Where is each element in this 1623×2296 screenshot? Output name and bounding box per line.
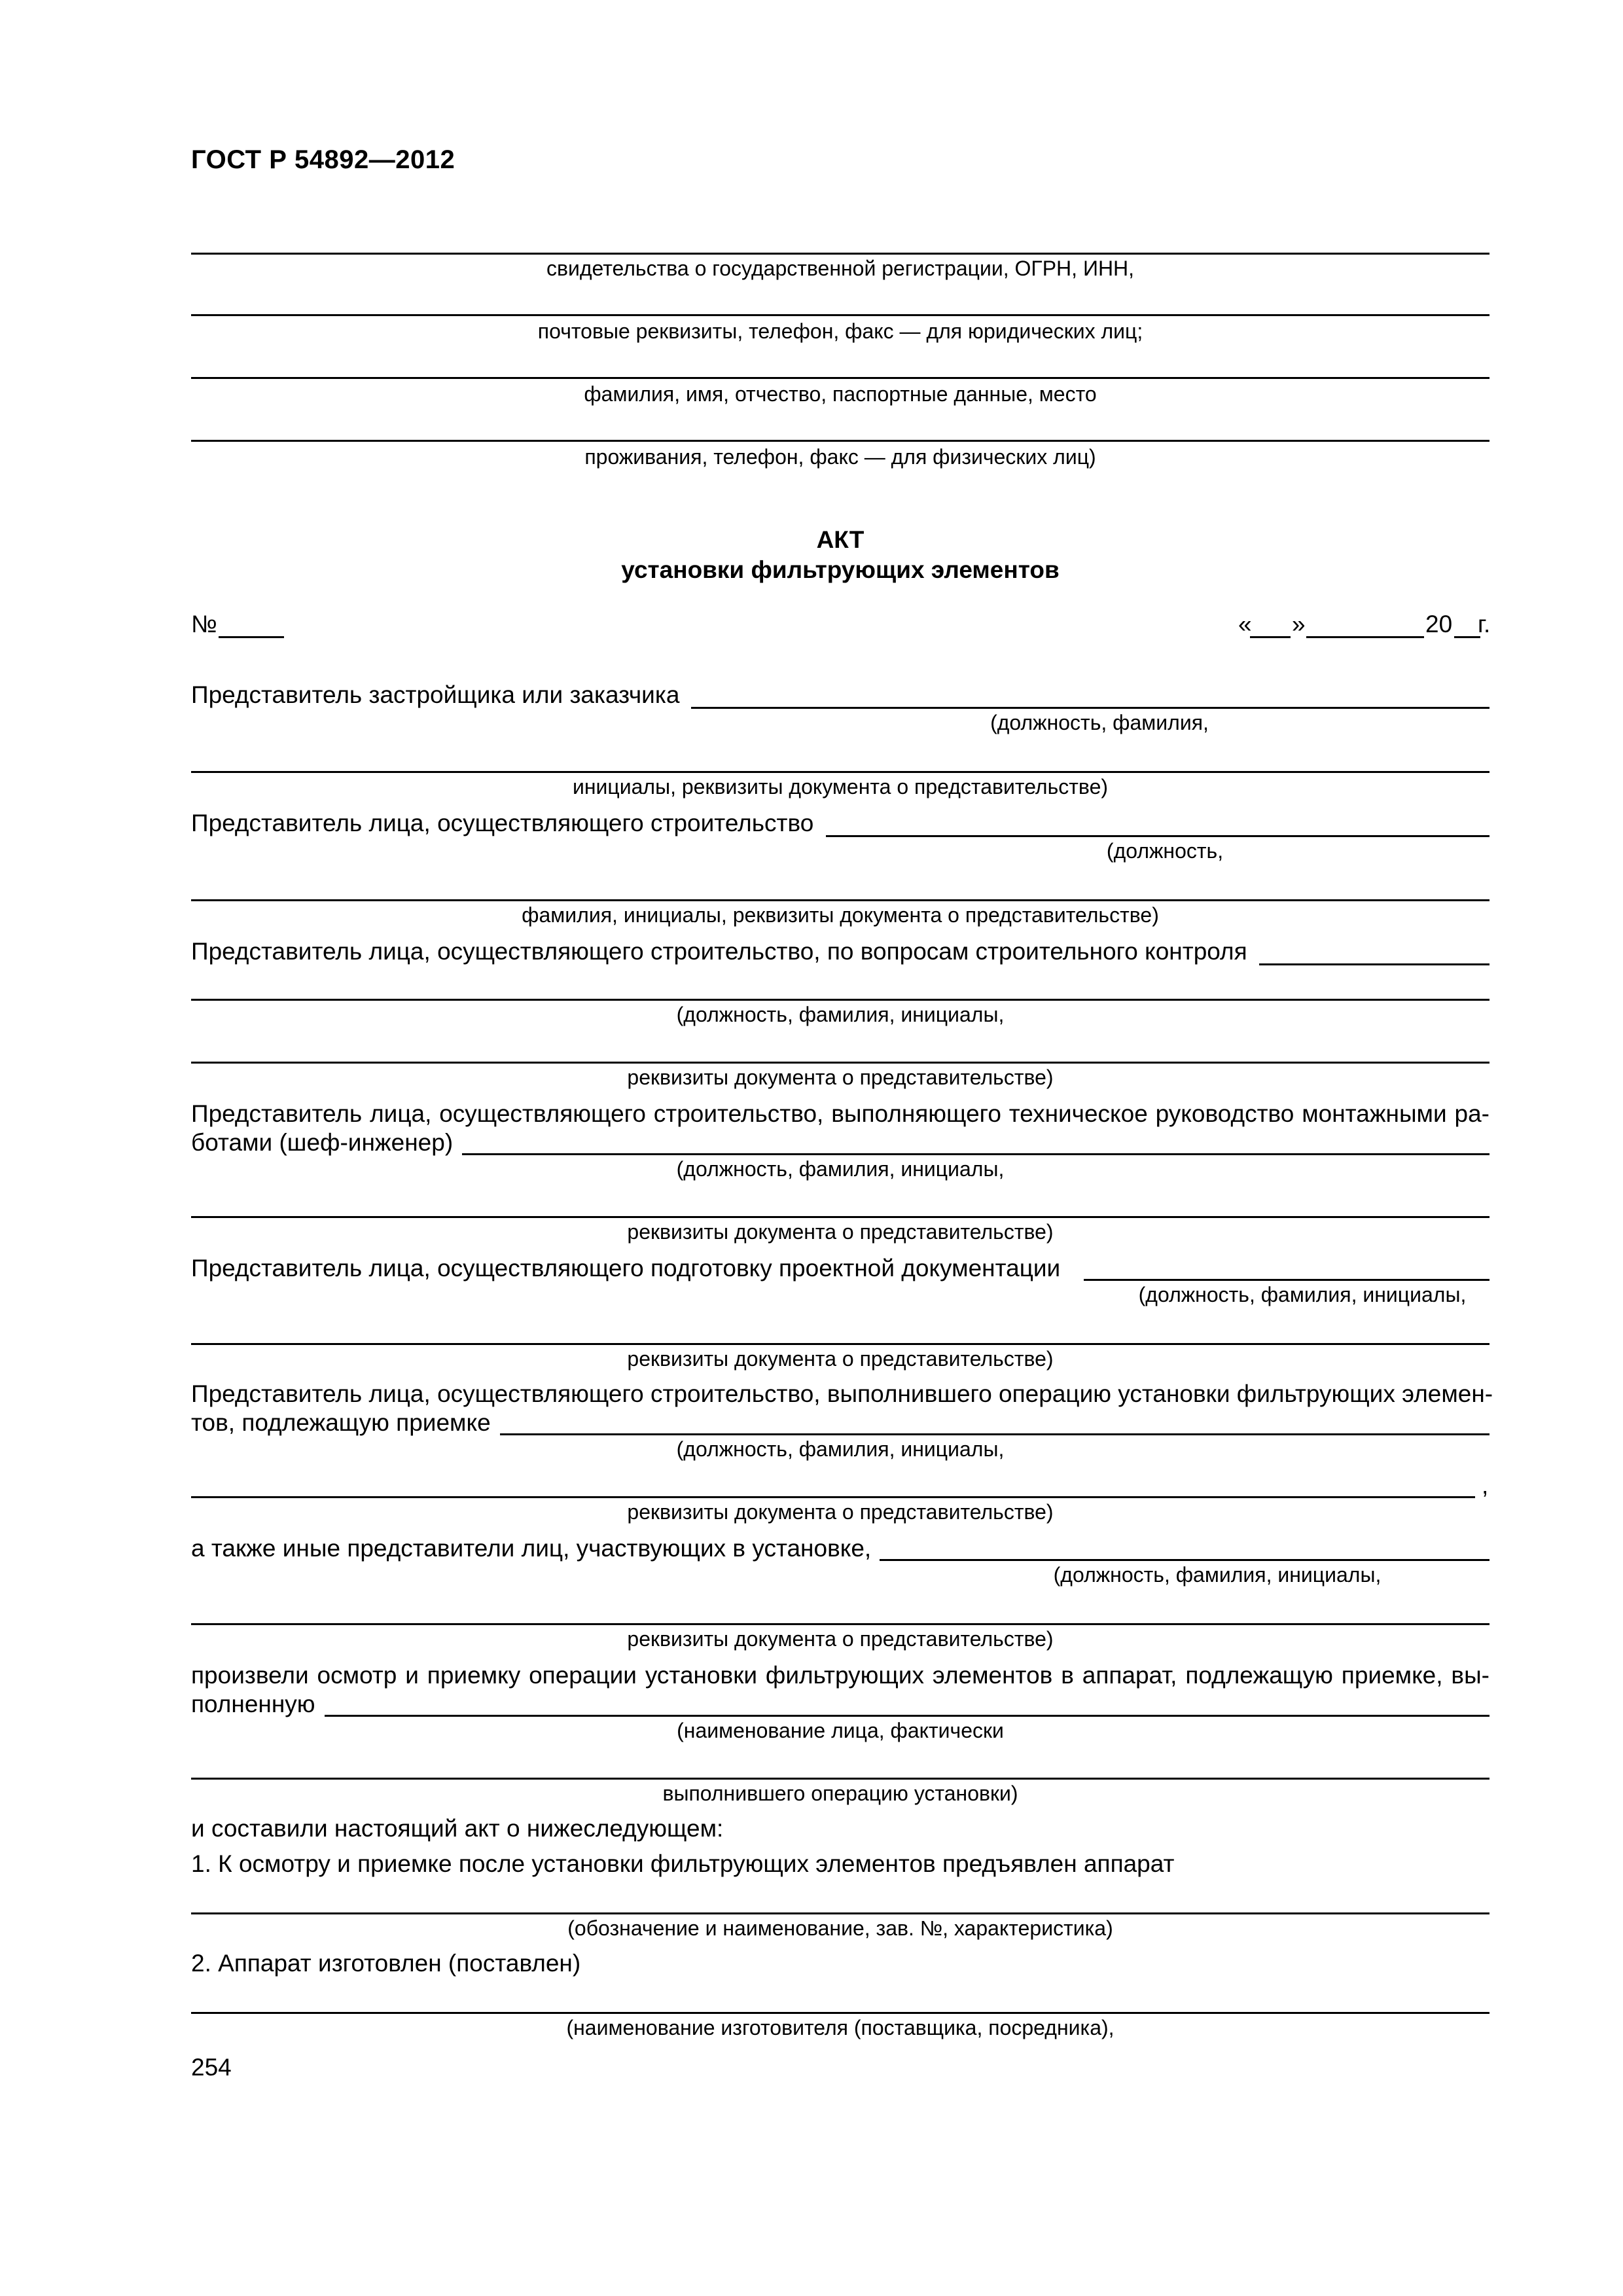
blank-line[interactable] [191, 771, 1489, 773]
act-subtitle: установки фильтрующих элементов [621, 556, 1060, 583]
page-number: 254 [191, 2054, 232, 2081]
date-year-prefix: 20 [1425, 611, 1453, 637]
caption: свидетельства о государственной регистрации, ОГРН, ИНН, [546, 257, 1135, 280]
date-month-line[interactable] [1306, 636, 1424, 638]
blank-line[interactable] [191, 1778, 1489, 1780]
blank-line[interactable] [191, 2012, 1489, 2014]
caption: (должность, фамилия, инициалы, [676, 1003, 1005, 1026]
control-rep-line[interactable] [1259, 963, 1489, 965]
date-open-quote: « [1238, 611, 1252, 637]
blank-line[interactable] [191, 1062, 1489, 1064]
designer-rep-line[interactable] [1084, 1279, 1489, 1281]
installer-rep-label: Представитель лица, осуществляющего строительство, выполнившего операцию установки фильтрующих элемен- [191, 1380, 1493, 1407]
caption: фамилия, инициалы, реквизиты документа о представительстве) [522, 903, 1159, 927]
caption: (обозначение и наименование, зав. №, характеристика) [567, 1916, 1113, 1940]
date-year-suffix: г. [1478, 611, 1491, 637]
blank-line[interactable] [191, 314, 1489, 316]
chief-engineer-rep-label: Представитель лица, осуществляющего строительство, выполняющего техническое руководство монтажными ра- [191, 1100, 1489, 1127]
blank-line[interactable] [191, 440, 1489, 442]
number-input-line[interactable] [219, 636, 284, 638]
caption: почтовые реквизиты, телефон, факс — для юридических лиц; [537, 319, 1143, 343]
blank-line[interactable] [191, 1912, 1489, 1914]
act-item-2: 2. Аппарат изготовлен (поставлен) [191, 1950, 581, 1977]
act-item-1: 1. К осмотру и приемке после установки фильтрующих элементов предъявлен аппарат [191, 1850, 1175, 1877]
blank-line[interactable] [191, 999, 1489, 1001]
control-rep-label: Представитель лица, осуществляющего строительство, по вопросам строительного контроля [191, 938, 1247, 965]
act-title: АКТ [816, 526, 865, 553]
blank-line[interactable] [191, 253, 1489, 255]
installer-rep-label-cont: тов, подлежащую приемке [191, 1409, 491, 1436]
caption: (должность, фамилия, инициалы, [676, 1437, 1005, 1461]
other-reps-label: а также иные представители лиц, участвующих в установке, [191, 1535, 872, 1562]
inspection-line[interactable] [325, 1715, 1489, 1717]
inspection-text: произвели осмотр и приемку операции установки фильтрующих элементов в аппарат, подлежащую приемке, вы- [191, 1662, 1489, 1689]
blank-line[interactable] [191, 1623, 1489, 1625]
builder-rep-line[interactable] [826, 835, 1489, 837]
inspection-text-cont: полненную [191, 1691, 315, 1717]
installer-rep-line[interactable] [500, 1433, 1489, 1435]
caption: (наименование изготовителя (поставщика, посредника), [566, 2016, 1115, 2039]
caption: выполнившего операцию установки) [662, 1782, 1018, 1805]
caption: (наименование лица, фактически [677, 1719, 1004, 1742]
caption: (должность, фамилия, инициалы, [676, 1157, 1005, 1181]
date-day-line[interactable] [1250, 636, 1291, 638]
act-intro: и составили настоящий акт о нижеследующем: [191, 1815, 724, 1842]
blank-line[interactable] [191, 1496, 1475, 1498]
caption: (должность, [1106, 839, 1224, 863]
caption: реквизиты документа о представительстве) [627, 1627, 1054, 1651]
caption: реквизиты документа о представительстве) [627, 1500, 1054, 1524]
caption: реквизиты документа о представительстве) [627, 1220, 1054, 1244]
number-label: № [191, 611, 217, 637]
blank-line[interactable] [191, 1216, 1489, 1218]
blank-line[interactable] [191, 1343, 1489, 1345]
caption: (должность, фамилия, инициалы, [1053, 1563, 1382, 1587]
blank-line[interactable] [191, 899, 1489, 901]
customer-rep-label: Представитель застройщика или заказчика [191, 681, 680, 708]
customer-rep-line[interactable] [691, 707, 1489, 709]
caption: (должность, фамилия, инициалы, [1138, 1283, 1467, 1306]
builder-rep-label: Представитель лица, осуществляющего строительство [191, 810, 814, 836]
caption: (должность, фамилия, [990, 711, 1209, 734]
blank-line[interactable] [191, 377, 1489, 379]
other-reps-line[interactable] [880, 1559, 1489, 1561]
caption: реквизиты документа о представительстве) [627, 1066, 1054, 1089]
caption: реквизиты документа о представительстве) [627, 1347, 1054, 1371]
caption: инициалы, реквизиты документа о представительстве) [572, 775, 1109, 798]
caption: проживания, телефон, факс — для физических лиц) [584, 445, 1096, 469]
chief-engineer-rep-label-cont: ботами (шеф-инженер) [191, 1129, 454, 1156]
designer-rep-label: Представитель лица, осуществляющего подготовку проектной документации [191, 1255, 1061, 1282]
chief-engineer-rep-line[interactable] [462, 1153, 1489, 1155]
date-close-quote: » [1292, 611, 1306, 637]
standard-header: ГОСТ Р 54892—2012 [191, 145, 455, 174]
trailing-comma: , [1482, 1472, 1489, 1499]
date-year-line[interactable] [1454, 636, 1480, 638]
caption: фамилия, имя, отчество, паспортные данные, место [584, 382, 1097, 406]
